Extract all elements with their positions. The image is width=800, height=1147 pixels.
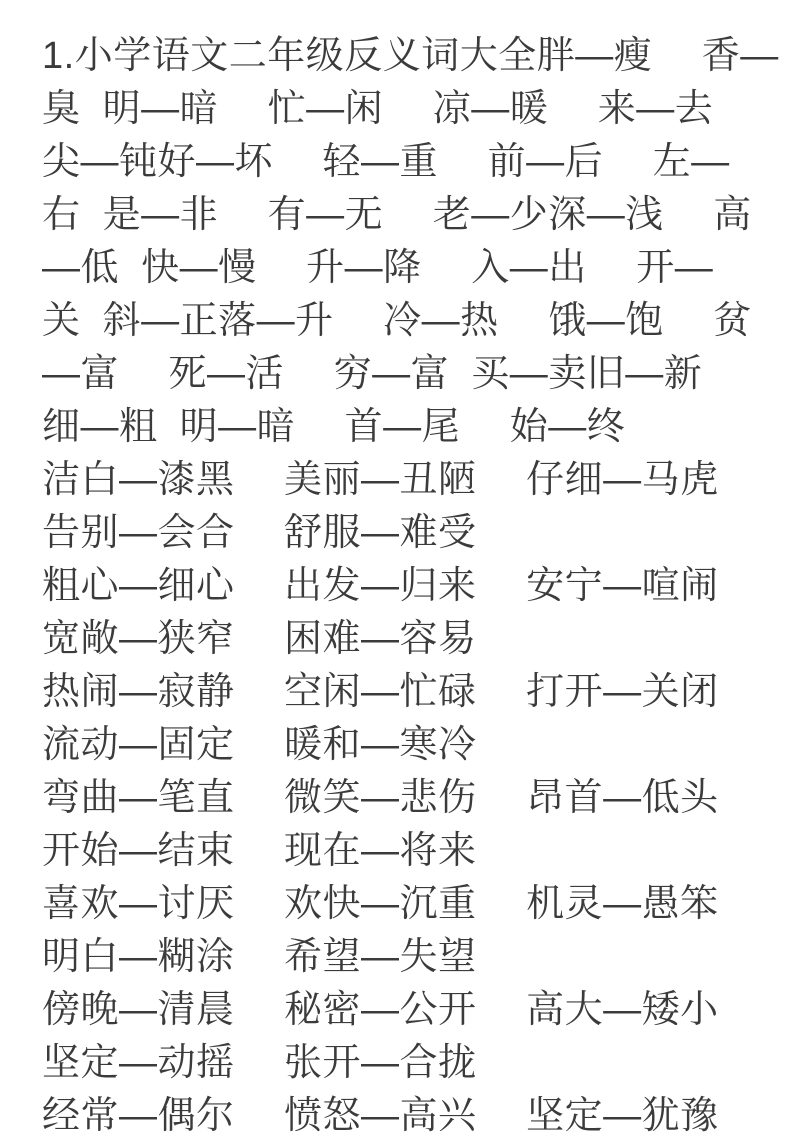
text-line: 关 斜—正落—升 冷—热 饿—饱 贫 — [42, 300, 752, 342]
text-line: 细—粗 明—暗 首—尾 始—终 — [42, 406, 626, 448]
text-line: —富 死—活 穷—富 买—卖旧—新 — [42, 353, 703, 395]
text-line: —低 快—慢 升—降 入—出 开— — [42, 247, 714, 289]
text-line: 洁白—漆黑 美丽—丑陋 仔细—马虎 — [42, 459, 719, 501]
text-line: 右 是—非 有—无 老—少深—浅 高 — [42, 194, 752, 236]
text-line: 尖—钝好—坏 轻—重 前—后 左— — [42, 141, 730, 183]
text-line: 弯曲—笔直 微笑—悲伤 昂首—低头 — [42, 777, 719, 819]
text-line: 臭 明—暗 忙—闲 凉—暖 来—去 — [42, 88, 714, 130]
text-line: 告别—会合 舒服—难受 — [42, 512, 477, 554]
text-line: 坚定—动摇 张开—合拢 — [42, 1042, 477, 1084]
text-line: 流动—固定 暖和—寒冷 — [42, 724, 477, 766]
text-line: 喜欢—讨厌 欢快—沉重 机灵—愚笨 — [42, 883, 719, 925]
text-line: 粗心—细心 出发—归来 安宁—喧闹 — [42, 565, 719, 607]
text-line: 宽敞—狭窄 困难—容易 — [42, 618, 477, 660]
text-line: 傍晚—清晨 秘密—公开 高大—矮小 — [42, 989, 719, 1031]
text-line: 明白—糊涂 希望—失望 — [42, 936, 477, 978]
text-line: 经常—偶尔 愤怒—高兴 坚定—犹豫 — [42, 1095, 719, 1137]
text-line-title: 1.小学语文二年级反义词大全胖—瘦 香— — [42, 35, 779, 77]
text-line: 开始—结束 现在—将来 — [42, 830, 477, 872]
text-line: 热闹—寂静 空闲—忙碌 打开—关闭 — [42, 671, 719, 713]
